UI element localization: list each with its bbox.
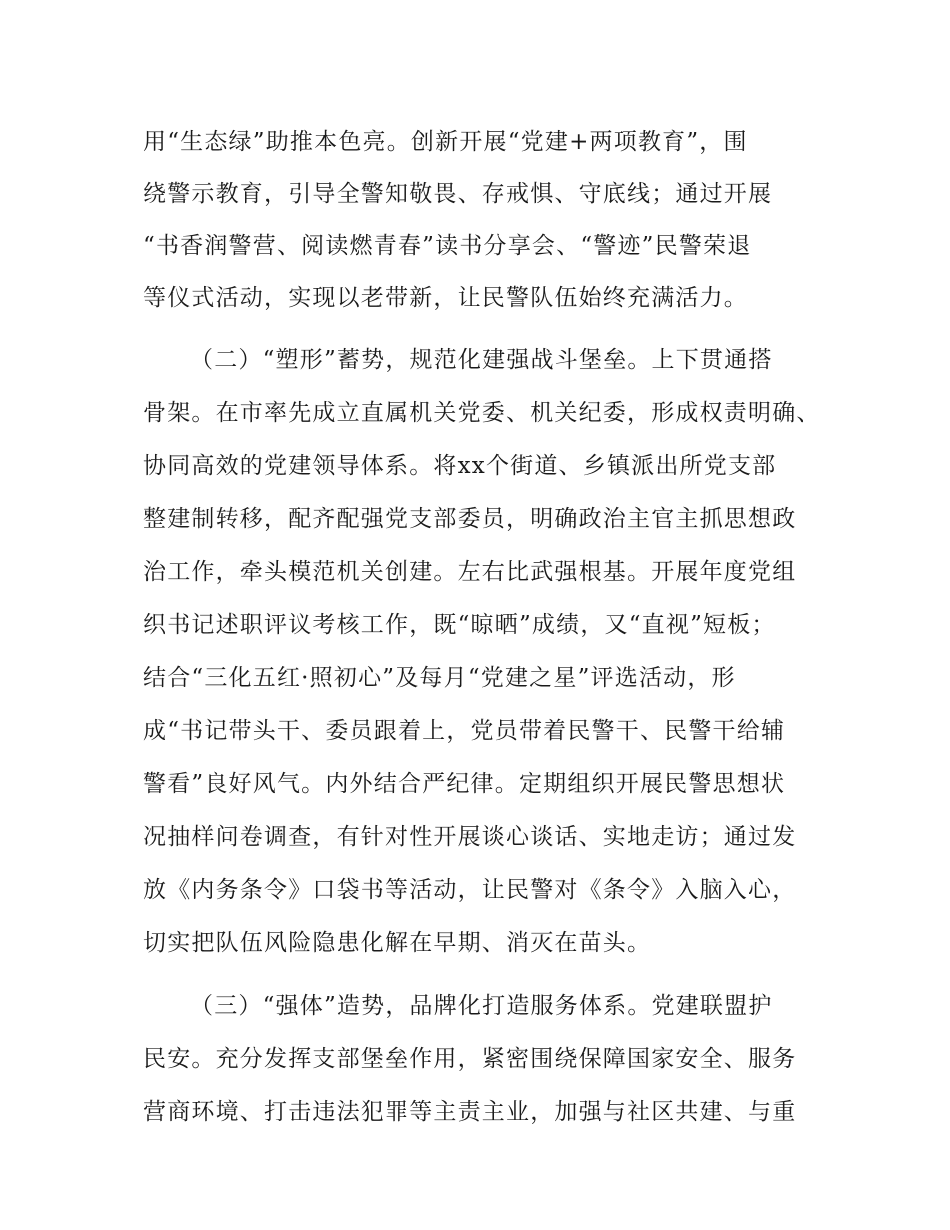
text-line: 整建制转移，配齐配强党支部委员，明确政治主官主抓思想政: [143, 506, 797, 532]
text-line: 结合“三化五红·照初心”及每月“党建之星”评选活动，形: [143, 665, 736, 691]
text-line: 切实把队伍风险隐患化解在早期、消灭在苗头。: [143, 930, 652, 956]
text-line: 绕警示教育，引导全警知敬畏、存戒惧、守底线；通过开展: [143, 181, 773, 207]
paragraph-heading-line: （二）“塑形”蓄势，规范化建强战斗堡垒。上下贯通搭: [190, 347, 773, 373]
text-line: 织书记述职评议考核工作，既“晾晒”成绩，又“直视”短板；: [143, 612, 776, 638]
text-line: “书香润警营、阅读燃青春”读书分享会、“警迹”民警荣退: [143, 233, 752, 259]
text-line: 况抽样问卷调查，有针对性开展谈心谈话、实地走访；通过发: [143, 824, 797, 850]
text-line: 营商环境、打击违法犯罪等主责主业，加强与社区共建、与重: [143, 1099, 797, 1125]
text-line: 警看”良好风气。内外结合严纪律。定期组织开展民警思想状: [143, 771, 786, 797]
text-line: 骨架。在市率先成立直属机关党委、机关纪委，形成权责明确、: [143, 400, 821, 426]
text-line: 治工作，牵头模范机关创建。左右比武强根基。开展年度党组: [143, 559, 797, 585]
text-line: 成“书记带头干、委员跟着上，党员带着民警干、民警干给辅: [143, 718, 786, 744]
text-line: 用“生态绿”助推本色亮。创新开展“党建+两项教育”，围: [143, 129, 748, 155]
paragraph-heading-line: （三）“强体”造势，品牌化打造服务体系。党建联盟护: [190, 993, 773, 1019]
text-line: 民安。充分发挥支部堡垒作用，紧密围绕保障国家安全、服务: [143, 1046, 797, 1072]
text-line: 放《内务条令》口袋书等活动，让民警对《条令》入脑入心，: [143, 877, 797, 903]
text-line: 协同高效的党建领导体系。将xx个街道、乡镇派出所党支部: [143, 453, 777, 479]
text-line: 等仪式活动，实现以老带新，让民警队伍始终充满活力。: [143, 285, 748, 311]
